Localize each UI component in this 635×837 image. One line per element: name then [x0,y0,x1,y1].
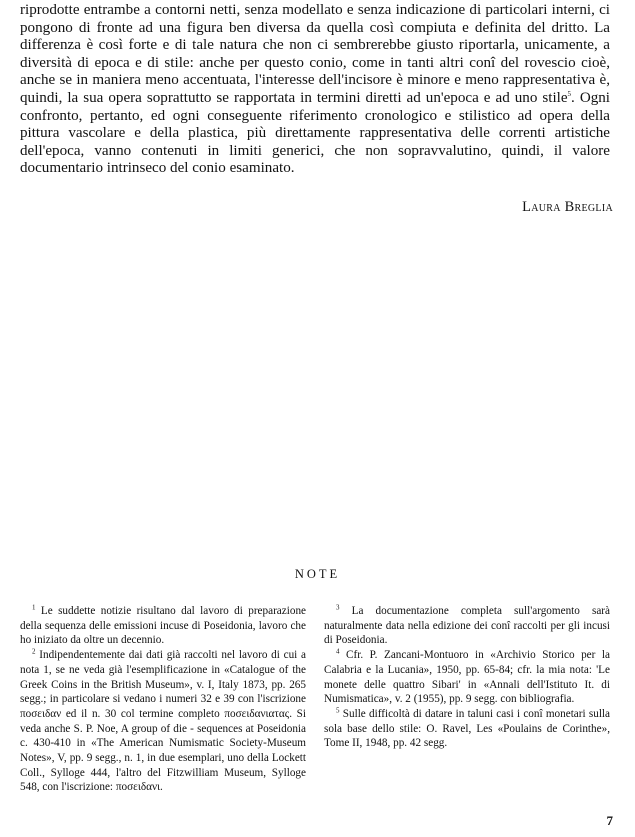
footnote-text: La documentazione completa sull'argomento sarà naturalmente data nella edizione dei conî raccolti per gli incusi di Poseidonia. [324,605,610,647]
paragraph-text: riprodotte entrambe a contorni netti, senza modellato e senza indicazione di particolari interni, ci pongono di fronte ad una figura ben diversa da quella così compiuta e definita del dritto. La differenza è così forte e di tale natura che non ci sembrerebbe giusto riportarla, unicamente, a diversità di epoca e di stile: anche per questo conio, come in tanti altri conî del rovescio cioè, anche se in maniera meno accentuata, l'interesse dell'incisore è minore e meno rappresentativa è, quindi, la sua opera soprattutto se rapportata in termini diretti ad un'epoca e ad uno stile [20,2,610,106]
footnote-text: Cfr. P. Zancani-Montuoro in «Archivio Storico per la Calabria e la Lucania», 1950, pp. 65-84; cfr. la mia nota: 'Le monete delle quattro Sibari' in «Annali dell'Istituto It. di Numismatica», v. 2 (1955), pp. 9 segg. con bibliografia. [324,649,610,706]
footnote-number: 5 [336,706,340,715]
footnote-1 [20,604,306,648]
notes-column-right [324,604,610,795]
footnote-5 [324,707,610,751]
footnote-text: Le suddette notizie risultano dal lavoro di preparazione della sequenza delle emissioni incuse di Poseidonia, lavoro che ho iniziato da oltre un decennio. [20,605,306,647]
body-paragraph [20,2,610,178]
body-text [20,2,610,178]
footnote-2 [20,648,306,795]
notes-heading: NOTE [294,567,341,581]
footnote-number: 4 [336,647,340,656]
paragraph-text-continued: . Ogni confronto, pertanto, ed ogni conseguente riferimento cronologico e stilistico ad opera della pittura vascolare e della plastica, più direttamente rappresentativa delle correnti artistiche dell'epoca, vanno contenuti in limiti generici, che non sopravvalutino, quindi, il valore documentario intrinseco del conio esaminato. [20,89,611,177]
footnote-number: 1 [32,603,36,612]
footnote-ref-5: 5 [567,89,572,98]
footnote-3 [324,604,610,648]
footnote-text: Sulle difficoltà di datare in taluni casi i conî monetari sulla sola base dello stile: O. Ravel, Les «Poulains de Corinthe», Tome II, 1948, pp. 42 segg. [324,707,610,750]
notes-column-left [20,604,306,795]
author-signature: Laura Breglia [522,199,613,215]
notes-section [20,604,610,795]
footnote-4 [324,648,610,707]
footnote-text: Indipendentemente dai dati già raccolti nel lavoro di cui a nota 1, se ne veda già l'esemplificazione in «Catalogue of the Greek Coins in the British Museum», v. I, Italy 1873, pp. 265 segg.; in particolare si vedano i numeri 32 e 39 con l'iscrizione ποσειδαν ed il n. 30 col termine completo ποσειδανιατας. Si veda anche S. P. Noe, A group of die - sequences at Poseidonia c. 430-410 in «The American Numismatic Society-Museum Notes», V, pp. 9 segg., n. 1, in due esemplari, uno della Lockett Coll., Sylloge 444, l'altro del Fitzwilliam Museum, Sylloge 548, con l'iscrizione: ποσειδανι. [20,649,307,794]
page-number: 7 [606,813,613,828]
footnote-number: 2 [32,647,36,656]
footnote-number: 3 [336,603,340,612]
